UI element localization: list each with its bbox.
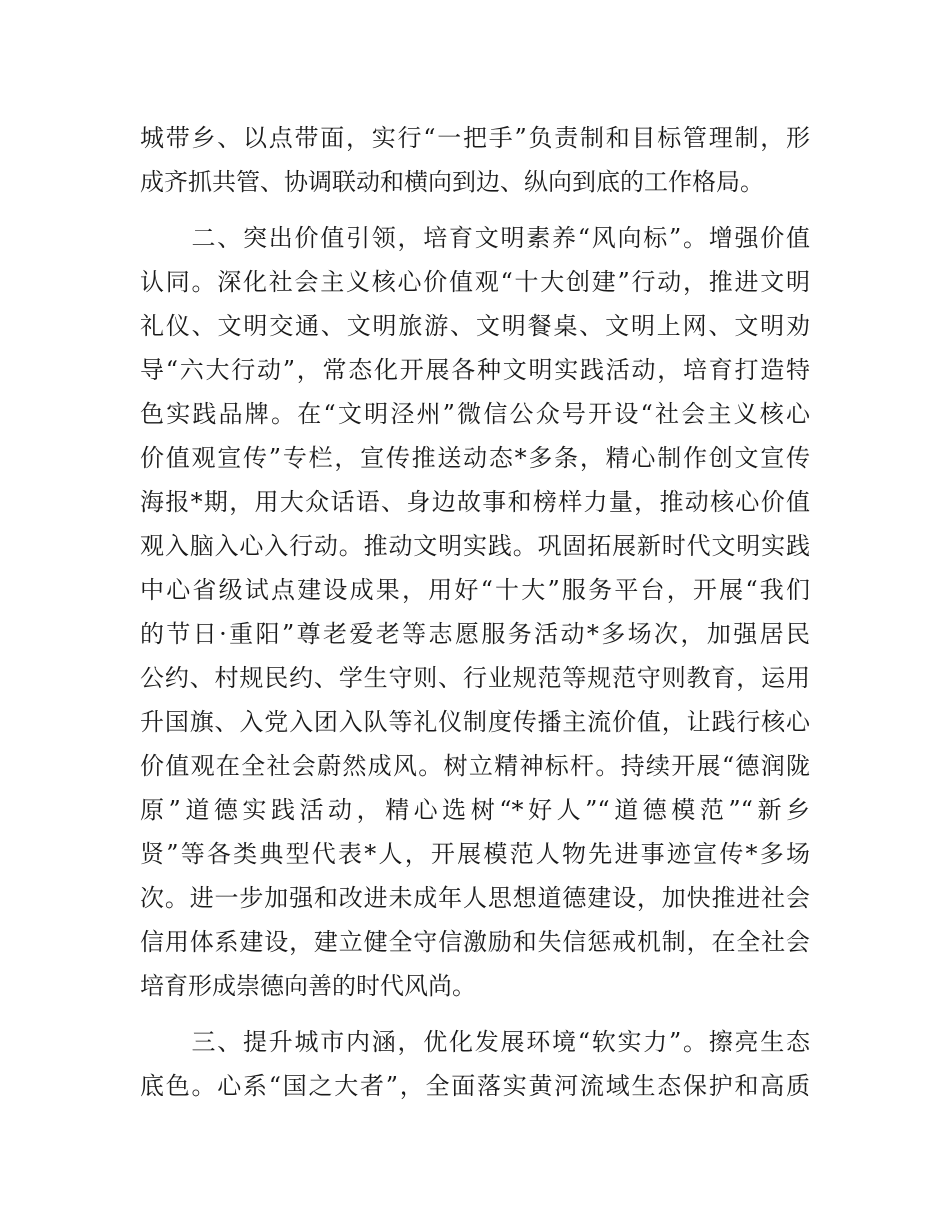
- text-line: 观入脑入心入行动。推动文明实践。巩固拓展新时代文明实践: [140, 532, 810, 560]
- paragraph-section-two: [140, 216, 810, 1008]
- text-line: 培育形成崇德向善的时代风尚。: [140, 972, 476, 1000]
- text-line: 认同。深化社会主义核心价值观“十大创建”行动，推进文明: [140, 268, 810, 296]
- text-line: 色实践品牌。在“文明泾州”微信公众号开设“社会主义核心: [140, 400, 810, 428]
- text-line: 次。进一步加强和改进未成年人思想道德建设，加快推进社会: [140, 884, 810, 912]
- paragraph-section-three: [140, 1020, 810, 1108]
- text-line: 公约、村规民约、学生守则、行业规范等规范守则教育，运用: [140, 664, 810, 692]
- text-line: 导“六大行动”，常态化开展各种文明实践活动，培育打造特: [140, 356, 810, 384]
- text-line: 升国旗、入党入团入队等礼仪制度传播主流价值，让践行核心: [140, 708, 810, 736]
- text-line: 价值观宣传”专栏，宣传推送动态*多条，精心制作创文宣传: [140, 444, 810, 472]
- text-line: 原”道德实践活动，精心选树“*好人”“道德模范”“新乡: [140, 796, 810, 824]
- text-line: 贤”等各类典型代表*人，开展模范人物先进事迹宣传*多场: [140, 840, 810, 868]
- text-line: 城带乡、以点带面，实行“一把手”负责制和目标管理制，形: [140, 124, 810, 152]
- text-line: 价值观在全社会蔚然成风。树立精神标杆。持续开展“德润陇: [140, 752, 810, 780]
- document-body: [140, 116, 810, 1108]
- text-line: 的节日·重阳”尊老爱老等志愿服务活动*多场次，加强居民: [140, 620, 810, 648]
- text-line: 海报*期，用大众话语、身边故事和榜样力量，推动核心价值: [140, 488, 810, 516]
- text-line: 成齐抓共管、协调联动和横向到边、纵向到底的工作格局。: [140, 168, 764, 196]
- text-line: 信用体系建设，建立健全守信激励和失信惩戒机制，在全社会: [140, 928, 810, 956]
- paragraph-continuation: [140, 116, 810, 204]
- text-line: 中心省级试点建设成果，用好“十大”服务平台，开展“我们: [140, 576, 810, 604]
- text-line: 二、突出价值引领，培育文明素养“风向标”。增强价值: [140, 224, 810, 252]
- text-line: 礼仪、文明交通、文明旅游、文明餐桌、文明上网、文明劝: [140, 312, 810, 340]
- text-line: 三、提升城市内涵，优化发展环境“软实力”。擦亮生态: [140, 1028, 810, 1056]
- text-line: 底色。心系“国之大者”，全面落实黄河流域生态保护和高质: [140, 1072, 810, 1100]
